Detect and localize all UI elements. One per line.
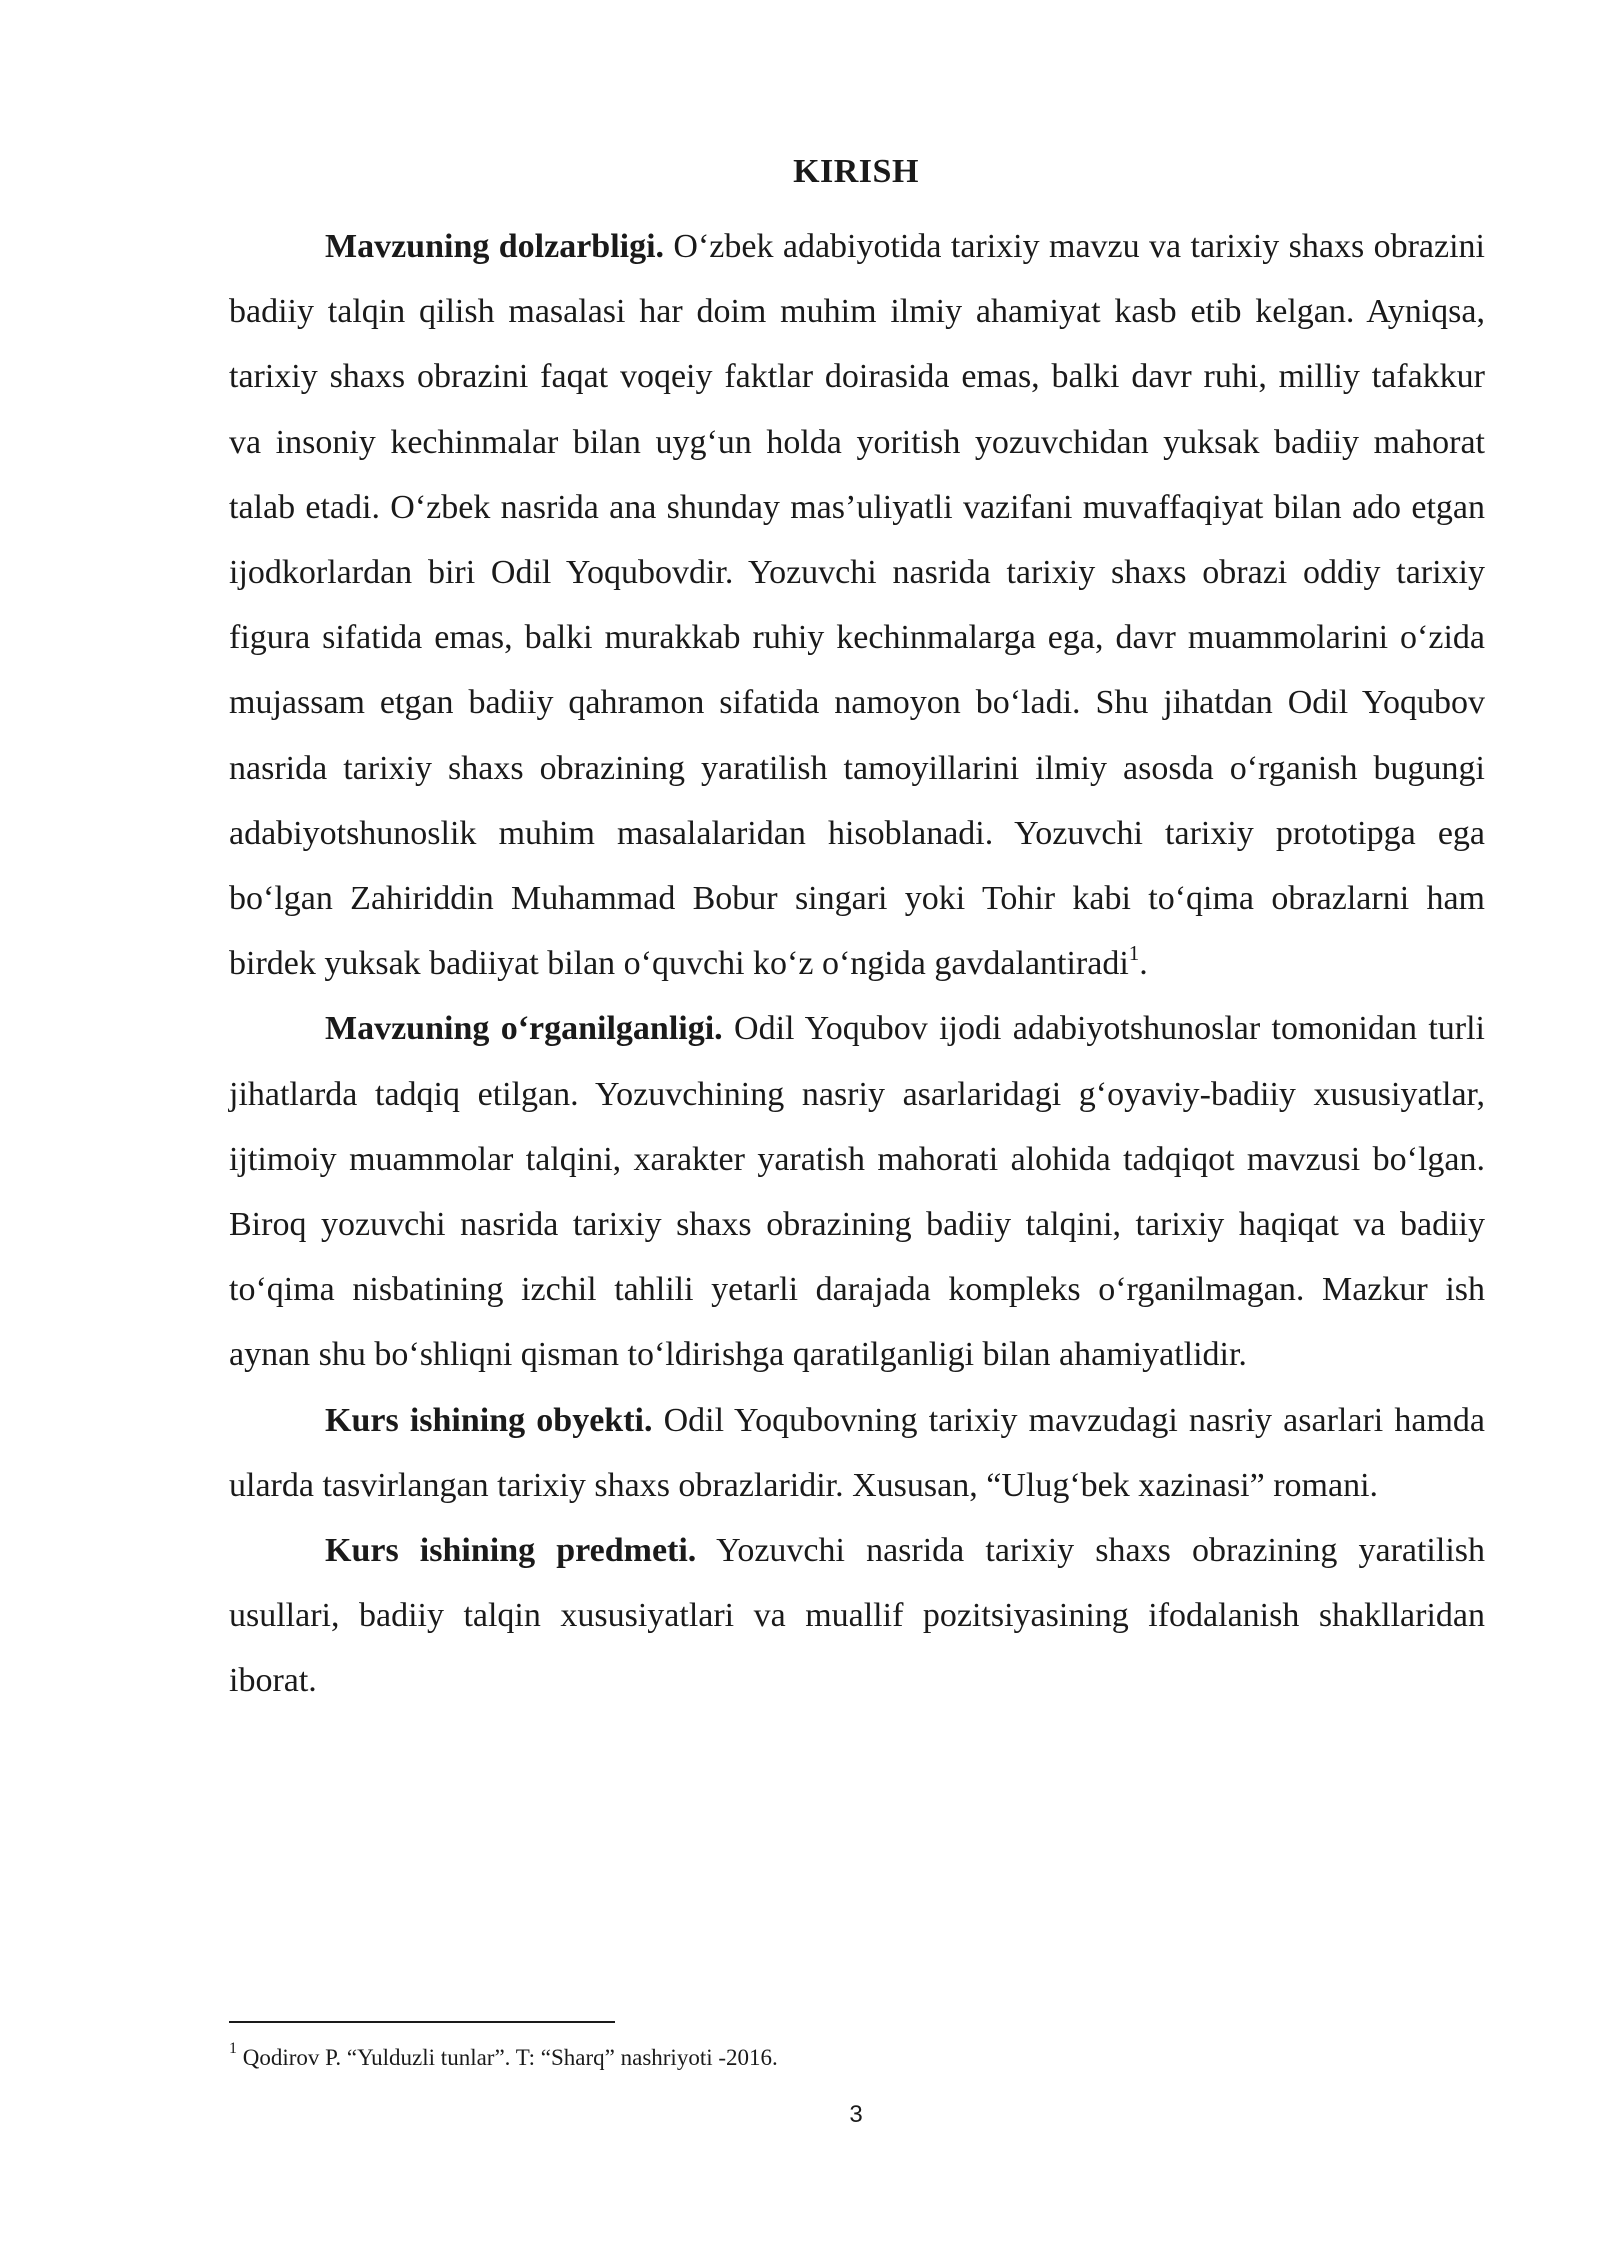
paragraph-lead: Mavzuning o‘rganilganligi. xyxy=(325,1010,723,1048)
paragraph-lead: Mavzuning dolzarbligi. xyxy=(325,228,665,265)
page-number: 3 xyxy=(849,2101,863,2128)
paragraph-subject xyxy=(229,1518,1485,1714)
paragraph-text: Yozuvchi nasrida tarixiy shaxs obrazining yaratilish usullari, badiiy talqin xususiyatlari va muallif pozitsiyasining ifodalanish shakllaridan iborat. xyxy=(229,1532,1486,1700)
footnote-number: 1 xyxy=(229,2040,237,2058)
page-heading: KIRISH xyxy=(793,153,919,190)
paragraph-lead: Kurs ishining predmeti. xyxy=(325,1532,697,1570)
paragraph-study-status xyxy=(229,996,1485,1387)
footnote xyxy=(229,2040,778,2073)
paragraph-lead: Kurs ishining obyekti. xyxy=(325,1401,653,1439)
paragraph-text: O‘zbek adabiyotida tarixiy mavzu va tarixiy shaxs obrazini badiiy talqin qilish masalasi har doim muhim ilmiy ahamiyat kasb etib kelgan. Ayniqsa, tarixiy shaxs obrazini faqat voqeiy faktlar doirasida emas, balki davr ruhi, milliy tafakkur va insoniy kechinmalar bilan uyg‘un holda yoritish yozuvchidan yuksak badiiy mahorat talab etadi. O‘zbek nasrida ana shunday mas’uliyatli vazifani muvaffaqiyat bilan ado etgan ijodkorlardan biri Odil Yoqubovdir. Yozuvchi nasrida tarixiy shaxs obrazi oddiy tarixiy figura sifatida emas, balki murakkab ruhiy kechinmalarga ega, davr muammolarini o‘zida mujassam etgan badiiy qahramon sifatida namoyon bo‘ladi. Shu jihatdan Odil Yoqubov nasrida tarixiy shaxs obrazining yaratilish tamoyillarini ilmiy asosda o‘rganish bugungi adabiyotshunoslik muhim masalalaridan hisoblanadi. Yozuvchi tarixiy prototipga ega bo‘lgan Zahiriddin Muhammad Bobur singari yoki Tohir kabi to‘qima obrazlarni ham birdek yuksak badiiyat bilan o‘quvchi ko‘z o‘ngida gavdalantiradi xyxy=(229,228,1485,983)
paragraph-text: Odil Yoqubov ijodi adabiyotshunoslar tomonidan turli jihatlarda tadqiq etilgan. Yozuvchining nasriy asarlaridagi g‘oyaviy-badiiy xususiyatlar, ijtimoiy muammolar talqini, xarakter yaratish mahorati alohida tadqiqot mavzusi bo‘lgan. Biroq yozuvchi nasrida tarixiy shaxs obrazining badiiy talqini, tarixiy haqiqat va badiiy to‘qima nisbatining izchil tahlili yetarli darajada kompleks o‘rganilmagan. Mazkur ish aynan shu bo‘shliqni qisman to‘ldirishga qaratilganligi bilan ahamiyatlidir. xyxy=(229,1010,1485,1374)
paragraph-text: Odil Yoqubovning tarixiy mavzudagi nasriy asarlari hamda ularda tasvirlangan tarixiy shaxs obrazlaridir. Xususan, “Ulug‘bek xazinasi” romani. xyxy=(229,1401,1485,1504)
footnote-divider xyxy=(229,2021,615,2023)
footnote-text: Qodirov P. “Yulduzli tunlar”. T: “Sharq” nashriyoti -2016. xyxy=(237,2045,778,2070)
footnote-reference: 1 xyxy=(1128,940,1140,965)
paragraph-tail: . xyxy=(1139,945,1148,983)
paragraph-relevance xyxy=(229,214,1485,996)
body-text xyxy=(229,214,1485,1714)
paragraph-object xyxy=(229,1388,1485,1518)
